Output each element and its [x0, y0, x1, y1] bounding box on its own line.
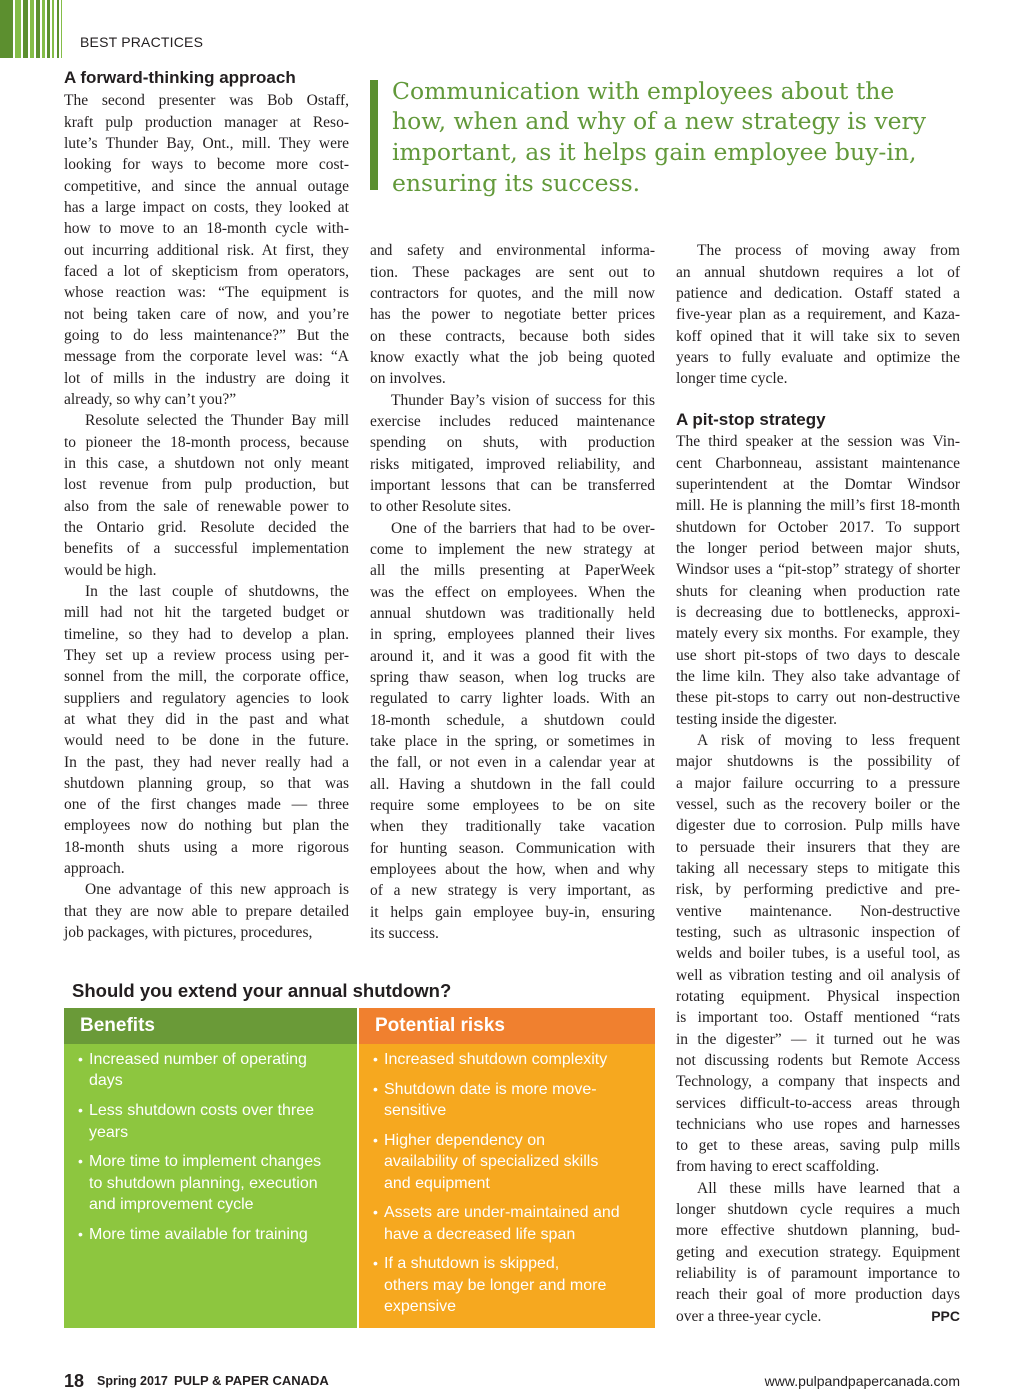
text-line: shutdown for October 2017. To support	[676, 518, 960, 536]
text-line: its success.	[370, 924, 439, 942]
stripe-bar	[23, 0, 28, 58]
bullet-item-line: years	[89, 1123, 129, 1141]
section-header-stripes	[0, 0, 63, 58]
text-line: competitive, and since the annual outage	[64, 177, 349, 195]
text-line: on these contracts, because both sides	[370, 327, 655, 345]
text-line: longer shutdown cycle requires a much	[676, 1201, 960, 1219]
text-line: sonnel from the mill, the corporate office,	[64, 668, 349, 686]
text-line: mill. He is planning the mill’s first 18-month	[676, 497, 960, 515]
text-line: a major failure occurring to a pressure	[676, 774, 960, 792]
bullet-item	[359, 1253, 655, 1317]
text-line: that they are now able to prepare detailed	[64, 902, 349, 920]
paragraph	[370, 390, 655, 518]
stripe-bar	[61, 0, 62, 58]
bullet-item-line: Shutdown date is more move-	[384, 1080, 597, 1098]
text-line: 18-month shuts using a more rigorous	[64, 838, 349, 856]
text-line: longer time cycle.	[676, 370, 788, 388]
text-line: to pioneer the 18-month process, because	[64, 433, 349, 451]
sidebar-table	[64, 1008, 655, 1328]
text-line: not discussing rodents but Remote Access	[676, 1051, 960, 1069]
text-line: in the digester” — it turned out he was	[676, 1030, 960, 1048]
column-2-body	[370, 240, 655, 944]
pull-quote	[392, 76, 926, 199]
text-line: Thunder Bay’s vision of success for this	[391, 391, 655, 409]
text-line: require some employees to be on site	[370, 796, 655, 814]
text-line: not being taken care of now, and you’re	[64, 305, 349, 323]
bullet-item	[64, 1224, 357, 1245]
text-line: mately every six months. For example, they	[676, 625, 960, 643]
text-line: these pit-stops to carry out non-destructive	[676, 689, 960, 707]
text-line: of a new strategy is very important, as	[370, 882, 655, 900]
stripe-bar	[42, 0, 45, 58]
text-line: going to do less maintenance?” But the	[64, 326, 349, 344]
benefits-list	[64, 1049, 357, 1245]
text-line: approach.	[64, 860, 125, 878]
bullet-item	[64, 1049, 357, 1092]
paragraph	[64, 581, 349, 880]
benefits-column	[64, 1008, 357, 1328]
bullet-icon: •	[78, 1102, 83, 1119]
bullet-item-line: sensitive	[384, 1102, 447, 1120]
text-line: One advantage of this new approach is	[85, 881, 349, 899]
paragraph	[64, 879, 349, 943]
text-line: Resolute selected the Thunder Bay mill	[85, 412, 349, 430]
text-line: risks mitigated, improved reliability, and	[370, 455, 655, 473]
pull-quote-bar	[370, 80, 378, 190]
pull-quote-line: Communication with employees about the	[392, 76, 895, 105]
pull-quote-line: important, as it helps gain employee buy-in,	[392, 138, 917, 166]
pull-quote-line: ensuring its success.	[392, 168, 641, 197]
benefits-header: Benefits	[64, 1008, 357, 1044]
stripe-bar	[15, 0, 21, 58]
text-line: suppliers and regulatory agencies to look	[64, 689, 349, 707]
text-line: the Ontario grid. Resolute decided the	[64, 518, 349, 536]
issue-date: Spring 2017	[97, 1374, 168, 1388]
section-heading-pit-stop: A pit-stop strategy	[676, 410, 826, 429]
text-line: taking all necessary steps to mitigate this	[676, 859, 960, 877]
bullet-item	[64, 1151, 357, 1215]
text-line: use short pit-stops of two days to descale	[676, 646, 960, 664]
text-line: the longer period between major shuts,	[676, 539, 960, 557]
bullet-item	[359, 1130, 655, 1194]
text-line: for hunting season. Communication with	[370, 839, 655, 857]
bullet-icon: •	[78, 1051, 83, 1067]
bullet-item	[359, 1202, 655, 1245]
text-line: In the last couple of shutdowns, the	[85, 582, 349, 600]
text-line: an annual shutdown requires a lot of	[676, 263, 960, 281]
text-line: in spring, employees planned their lives	[370, 626, 655, 644]
bullet-item-line: days	[89, 1072, 123, 1090]
bullet-icon: •	[373, 1255, 378, 1272]
text-line: digester due to corrosion. Pulp mills have	[676, 817, 960, 835]
text-line: technicians who use ropes and harnesses	[676, 1115, 960, 1133]
bullet-item-line: Higher dependency on	[384, 1131, 546, 1149]
risks-list	[359, 1049, 655, 1318]
text-line: is decreasing due to bottlenecks, approxi-	[676, 603, 960, 621]
text-line: vessel, such as the recovery boiler or the	[676, 795, 960, 813]
magazine-name: PULP & PAPER CANADA	[174, 1373, 329, 1388]
text-line: take place in the spring, or sometimes in	[370, 732, 655, 750]
bullet-icon: •	[373, 1051, 378, 1067]
text-line: ventive maintenance. Non-destructive	[676, 902, 960, 920]
paragraph	[370, 240, 655, 389]
text-line: rotating equipment. Physical inspection	[676, 987, 960, 1005]
text-line: know exactly what the job being quoted	[370, 348, 655, 366]
bullet-item	[64, 1100, 357, 1143]
text-line: the lime kiln. They also take advantage of	[676, 667, 960, 685]
bullet-item-line: to shutdown planning, execution	[89, 1174, 318, 1192]
text-line: five-year plan as a requirement, and Kaza-	[676, 306, 960, 324]
text-line: over a three-year cycle.	[676, 1307, 822, 1325]
text-line: to other Resolute sites.	[370, 498, 512, 516]
text-line: superintendent at the Domtar Windsor	[676, 475, 960, 493]
text-line: shuts for cleaning when production rate	[676, 582, 960, 600]
text-line: In the past, they had never really had a	[64, 753, 349, 771]
text-line: welds and boiler tubes, is a useful tool, as	[676, 945, 960, 963]
text-line: The process of moving away from	[697, 242, 960, 260]
risks-header: Potential risks	[359, 1008, 655, 1044]
stripe-bar	[30, 0, 34, 58]
text-line: in this case, a shutdown not only meant	[64, 454, 349, 472]
risks-column	[359, 1008, 655, 1328]
paragraph	[64, 90, 349, 410]
text-line: tion. These packages are sent out to	[370, 263, 655, 281]
bullet-item	[359, 1049, 655, 1070]
text-line: risk, by performing predictive and pre-	[676, 881, 960, 899]
text-line: reliability is of paramount importance to	[676, 1265, 960, 1283]
text-line: timeline, so they had to develop a plan.	[64, 625, 349, 643]
column-3-body-bottom	[676, 431, 960, 1327]
bullet-item-line: and equipment	[384, 1174, 490, 1192]
bullet-item-line: availability of specialized skills	[384, 1153, 599, 1171]
text-line: employees about the how, when and why	[370, 860, 655, 878]
stripe-bar	[52, 0, 54, 58]
paragraph	[64, 410, 349, 581]
bullet-item-line: others may be longer and more	[384, 1276, 607, 1294]
stripe-bar	[47, 0, 50, 58]
text-line: Technology, a company that inspects and	[676, 1073, 960, 1091]
bullet-item-line: expensive	[384, 1298, 457, 1316]
bullet-icon: •	[373, 1080, 378, 1097]
text-line: major shutdowns is the possibility of	[676, 753, 960, 771]
bullet-item-line: Assets are under-maintained and	[384, 1204, 620, 1222]
text-line: shutdown planning group, so that was	[64, 774, 349, 792]
paragraph	[676, 240, 960, 389]
section-heading-forward-thinking: A forward-thinking approach	[64, 68, 296, 87]
bullet-icon: •	[78, 1225, 83, 1242]
bullet-icon: •	[373, 1204, 378, 1221]
paragraph	[370, 518, 655, 945]
text-line: contractors for quotes, and the mill now	[370, 284, 655, 302]
text-line: lute’s Thunder Bay, Ont., mill. They were	[64, 134, 349, 152]
text-line: kraft pulp production manager at Reso-	[64, 113, 349, 131]
bullet-item-line: More time available for training	[89, 1225, 308, 1243]
text-line: testing inside the digester.	[676, 710, 838, 728]
page-number: 18	[64, 1371, 85, 1391]
text-line: lost revenue from pulp production, but	[64, 476, 349, 494]
text-line: one of the first changes made — three	[64, 796, 349, 814]
text-line: at what they did in the past and what	[64, 710, 349, 728]
paragraph	[676, 1178, 960, 1327]
text-line: the fall, or not even in a calendar year at	[370, 754, 655, 772]
sidebar-title: Should you extend your annual shutdown?	[72, 980, 452, 1001]
text-line: A risk of moving to less frequent	[697, 731, 960, 749]
signoff: PPC	[931, 1308, 960, 1324]
text-line: how to move to an 18-month cycle with-	[64, 220, 349, 238]
bullet-item-line: More time to implement changes	[89, 1153, 322, 1171]
text-line: from having to erect scaffolding.	[676, 1158, 880, 1176]
text-line: all the mills presenting at PaperWeek	[370, 562, 655, 580]
stripe-bar	[57, 0, 59, 58]
column-3-body-top	[676, 240, 960, 389]
text-line: all. Having a shutdown in the fall could	[370, 775, 655, 793]
text-line: mill had not hit the targeted budget or	[64, 604, 349, 622]
text-line: exercise includes reduced maintenance	[370, 412, 655, 430]
paragraph	[676, 431, 960, 730]
text-line: They set up a review process using per-	[64, 646, 349, 664]
section-label: BEST PRACTICES	[80, 34, 204, 50]
bullet-item-line: and improvement cycle	[89, 1196, 254, 1214]
column-1-body	[64, 90, 349, 943]
text-line: and safety and environmental informa-	[370, 242, 655, 260]
text-line: to persuade their insurers that they are	[676, 838, 960, 856]
text-line: services difficult-to-access areas through	[676, 1094, 960, 1112]
text-line: All these mills have learned that a	[697, 1179, 960, 1197]
text-line: has the power to negotiate better prices	[370, 306, 655, 324]
text-line: The second presenter was Bob Ostaff,	[64, 92, 349, 110]
text-line: message from the corporate level was: “A	[64, 348, 349, 366]
text-line: whose reaction was: “The equipment is	[64, 284, 349, 302]
text-line: more effective shutdown planning, bud-	[676, 1222, 960, 1240]
text-line: 18-month schedule, a shutdown could	[370, 711, 655, 729]
text-line: would need to be done in the future.	[64, 732, 349, 750]
text-line: would be high.	[64, 561, 157, 579]
text-line: was the effect on employees. When the	[370, 583, 655, 601]
text-line: annual shutdown was traditionally held	[370, 604, 655, 622]
bullet-icon: •	[373, 1131, 378, 1148]
text-line: years to fully evaluate and optimize the	[676, 348, 960, 366]
text-line: important lessons that can be transferred	[370, 476, 655, 494]
text-line: patience and dedication. Ostaff stated a	[676, 284, 960, 302]
text-line: employees now do nothing but plan the	[64, 817, 349, 835]
paragraph	[676, 730, 960, 1178]
bullet-item-line: Increased number of operating	[89, 1051, 307, 1068]
text-line: is important too. Ostaff mentioned “rats	[676, 1009, 960, 1027]
text-line: benefits of a successful implementation	[64, 540, 349, 558]
text-line: koff opined that it will take six to seven	[676, 327, 960, 345]
text-line: Windsor uses a “pit-stop” strategy of shorter	[676, 561, 960, 579]
text-line: looking for ways to become more cost-	[64, 156, 349, 174]
bullet-icon: •	[78, 1153, 83, 1170]
text-line: it helps gain employee buy-in, ensuring	[370, 903, 655, 921]
text-line: spring thaw season, when log trucks are	[370, 668, 655, 686]
text-line: around it, and it was a good fit with the	[370, 647, 655, 665]
text-line: regulated to carry lighter loads. With an	[370, 690, 655, 708]
stripe-bar	[36, 0, 40, 58]
bullet-item-line: Less shutdown costs over three	[89, 1102, 315, 1120]
stripe-bar	[0, 0, 13, 58]
text-line: spending on shuts, with production	[370, 434, 655, 452]
bullet-item	[359, 1079, 655, 1122]
text-line: reach their goal of more production days	[676, 1286, 960, 1304]
bullet-item-line: Increased shutdown complexity	[384, 1051, 608, 1068]
text-line: One of the barriers that had to be over-	[391, 519, 655, 537]
text-line: on involves.	[370, 370, 446, 388]
text-line: cent Charbonneau, assistant maintenance	[676, 454, 960, 472]
text-line: has a large impact on costs, they looked at	[64, 198, 349, 216]
text-line: geting and execution strategy. Equipment	[676, 1243, 960, 1261]
pull-quote-line: how, when and why of a new strategy is very	[392, 107, 927, 136]
text-line: lot of mills in the industry are doing it	[64, 369, 349, 387]
text-line: also from the sale of renewable power to	[64, 497, 349, 515]
text-line: come to implement the new strategy at	[370, 540, 655, 558]
text-line: out incurring additional risk. At first, they	[64, 241, 349, 259]
text-line: well as vibration testing and oil analysis of	[676, 966, 960, 984]
text-line: faced a lot of skepticism from operators,	[64, 262, 349, 280]
text-line: job packages, with pictures, procedures,	[64, 924, 313, 942]
text-line: to get to these areas, saving pulp mills	[676, 1137, 960, 1155]
website-url: www.pulpandpapercanada.com	[764, 1373, 960, 1389]
text-line: testing, such as ultrasonic inspection of	[676, 923, 960, 941]
text-line: The third speaker at the session was Vin-	[676, 433, 960, 451]
text-line: already, so why can’t you?”	[64, 390, 237, 408]
bullet-item-line: If a shutdown is skipped,	[384, 1255, 560, 1273]
bullet-item-line: have a decreased life span	[384, 1225, 576, 1243]
text-line: when they traditionally take vacation	[370, 818, 655, 836]
